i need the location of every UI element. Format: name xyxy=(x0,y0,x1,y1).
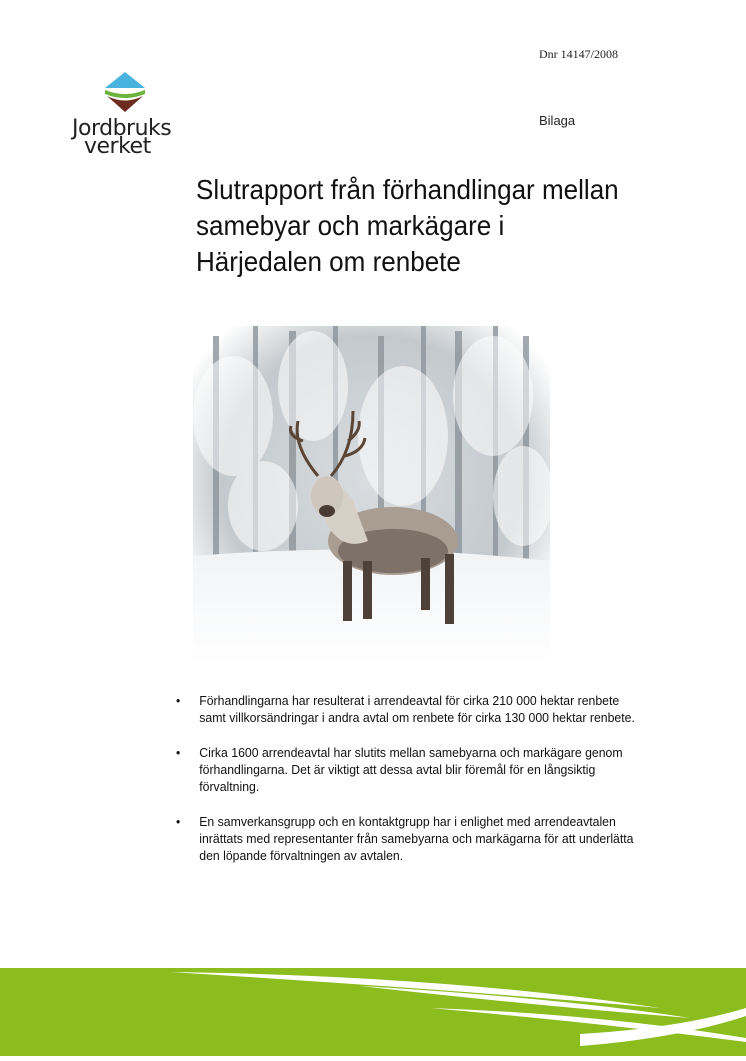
document-number: Dnr 14147/2008 xyxy=(539,47,618,61)
logo-emblem-icon xyxy=(104,72,146,112)
bullet-item xyxy=(176,744,641,795)
attachment-label: Bilaga xyxy=(539,113,576,128)
jordbruksverket-logo xyxy=(72,72,192,162)
bullet-item xyxy=(176,692,641,726)
bullet-text: Cirka 1600 arrendeavtal har slutits mellan samebyarna och markägare genom förhandlingarna. Det är viktigt att dessa avtal blir föremål för en långsiktig förvaltning. xyxy=(199,745,623,794)
reindeer-photo xyxy=(193,326,550,666)
bullet-text: Förhandlingarna har resulterat i arrendeavtal för cirka 210 000 hektar renbete samt villkorsändringar i andra avtal om renbete för cirka 130 000 hektar renbete. xyxy=(199,693,635,725)
logo-text-line1: Jordbruks xyxy=(72,116,172,141)
bullet-item xyxy=(176,813,641,864)
bullet-icon: • xyxy=(176,693,181,708)
bullet-text: En samverkansgrupp och en kontaktgrupp har i enlighet med arrendeavtalen inrättats med representanter från samebyarna och markägarna för att underlätta den löpande förvaltningen av avtalen. xyxy=(199,814,634,863)
bullet-icon: • xyxy=(176,814,181,829)
page-title: Slutrapport från förhandlingar mellan samebyar och markägare i Härjedalen om renbete xyxy=(196,174,619,277)
logo-text-line2: verket xyxy=(84,134,151,159)
footer-decoration xyxy=(0,968,746,1056)
bullet-icon: • xyxy=(176,745,181,760)
summary-bullet-list xyxy=(176,692,676,882)
